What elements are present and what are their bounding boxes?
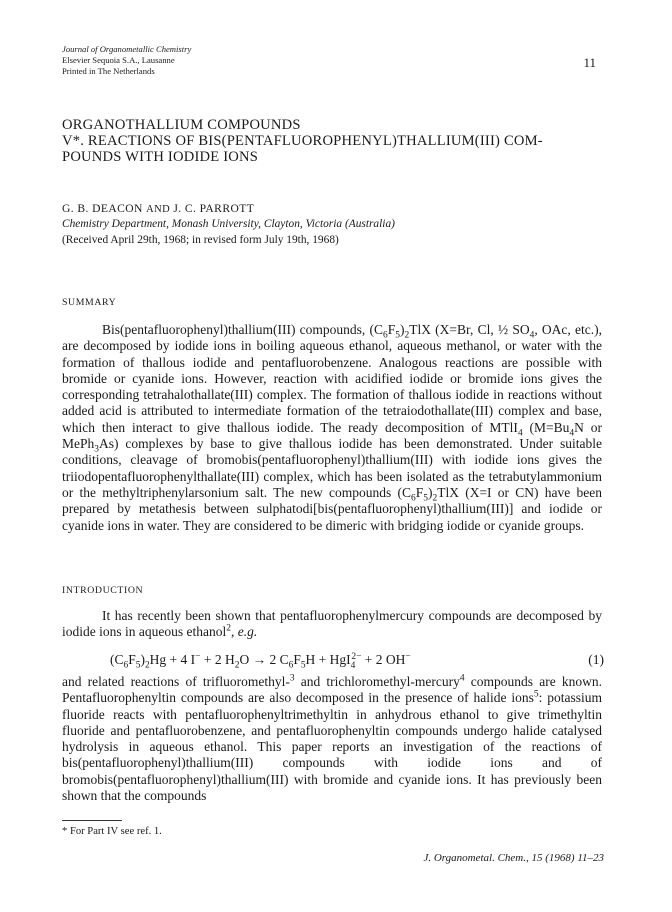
journal-masthead	[62, 44, 191, 77]
authors	[62, 202, 254, 215]
equation-1: $(C_6F_5)_2Hg + 4$ I− + 2 $H_2O \to 2$ $C_6F_5H + HgI_4^{2-} + 2$ OH− (1)	[110, 651, 604, 671]
summary-heading: SUMMARY	[62, 297, 117, 308]
footnote-rule	[62, 820, 122, 821]
journal-name: Journal of Organometallic Chemistry	[62, 44, 192, 54]
introduction-heading: INTRODUCTION	[62, 585, 144, 596]
article-title	[62, 117, 622, 165]
printed-location: Printed in The Netherlands	[62, 66, 155, 76]
author-1: G. B. DEACON	[62, 202, 143, 215]
author-2: J. C. PARROTT	[173, 202, 255, 215]
journal-citation: J. Organometal. Chem., 15 (1968) 11–23	[423, 852, 604, 864]
title-line-3: POUNDS WITH IODIDE IONS	[62, 149, 259, 165]
title-line-2: V*. REACTIONS OF BIS(PENTAFLUOROPHENYL)THALLIUM(III) COM-	[62, 133, 543, 149]
introduction-paragraph-1: It has recently been shown that pentafluorophenylmercury compounds are decomposed by iodide ions in aqueous ethanol$^2$, e.g.	[62, 608, 602, 640]
page-number: 11	[583, 55, 596, 70]
footnote: * For Part IV see ref. 1.	[62, 826, 162, 837]
author-conjunction: AND	[146, 204, 171, 215]
received-date: (Received April 29th, 1968; in revised form July 19th, 1968)	[62, 234, 339, 246]
equation-number: (1)	[588, 652, 604, 667]
publisher: Elsevier Sequoia S.A., Lausanne	[62, 55, 175, 65]
affiliation: Chemistry Department, Monash University, Clayton, Victoria (Australia)	[62, 218, 395, 230]
title-line-1: ORGANOTHALLIUM COMPOUNDS	[62, 117, 301, 133]
summary-paragraph: Bis(pentafluorophenyl)thallium(III) compounds, $(C_6F_5)_2TlX$ (X=Br, Cl, ½ $SO_4$, OAc, etc.), are decomposed by iodide ions in boiling aqueous ethanol, aqueous methanol, or water with the formation of thallous iodide and pentafluorobenzene. Analogous reactions are possible with bromide or cyanide ions. However, reaction with acidified iodide or bromide ions gives the corresponding tetrahalothallate(III) complex. The formation of thallous iodide in reactions without added acid is attributed to intermediate formation of the tetraiodothallate(III) complex and base, which then interact to give thallous iodide. The ready decomposition of MTlI$_4$ ($M=Bu_4N$ or MePh$_3$As) complexes by base to give thallous iodide has been demonstrated. Under suitable conditions, cleavage of bromobis(pentafluorophenyl)thallium(III) with iodide ions gives the triiodopentafluorophenylthallate(III) complex, which has been isolated as the tetrabutylammonium or the methyltriphenylarsonium salt. The new compounds $(C_6F_5)_2TlX$ (X=I or CN) have been prepared by metathesis between sulphatodi[bis(pentafluorophenyl)thallium(III)] and iodide or cyanide ions in water. They are considered to be dimeric with bridging iodide or cyanide groups.	[62, 322, 602, 533]
introduction-paragraph-2: and related reactions of trifluoromethyl-$^3$ and trichloromethyl-mercury$^4$ compounds are known. Pentafluorophenyltin compounds are also decomposed in the presence of halide ions$^5$: potassium fluoride reacts with pentafluorophenyltrimethyltin in anhydrous ethanol to give trimethyltin fluoride and pentafluorobenzene, and pentafluorophenyltin compounds undergo halide catalysed hydrolysis in aqueous ethanol. This paper reports an investigation of the reactions of bis(pentafluorophenyl)thallium(III) compounds with iodide ions and of bromobis(pentafluorophenyl)thallium(III) with bromide and cyanide ions. It has previously been shown that the compounds	[62, 673, 602, 804]
